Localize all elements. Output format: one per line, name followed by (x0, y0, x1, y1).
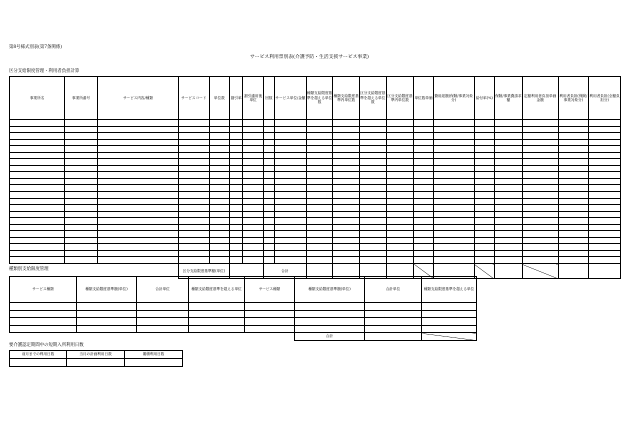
type-cell[interactable] (189, 325, 245, 333)
total-cell[interactable] (522, 264, 558, 279)
total-cell[interactable] (589, 264, 621, 279)
section1-heading: 区分支給限度管理・利用者負担計算 (9, 69, 80, 74)
type-cell[interactable] (245, 318, 295, 326)
type-cell[interactable] (245, 303, 295, 311)
section2-heading: 種類別支給限度管理 (9, 267, 49, 272)
limit-label: 区分支給限度基準額(単位) (178, 264, 229, 279)
col-header: サービスコード (178, 77, 209, 120)
col-header: 事業所番号 (65, 77, 98, 120)
col-header: 単位数 (209, 77, 229, 120)
col-header: 割引適用後単位 (243, 77, 263, 120)
limit-calc-table (9, 76, 621, 279)
col-header: 利用者負担(保険/事業対象分) (558, 77, 589, 120)
type-cell[interactable] (10, 318, 77, 326)
type-cell[interactable] (422, 303, 477, 311)
col-header: 区分支給限度基準内単位数 (386, 77, 414, 120)
type-cell[interactable] (365, 325, 422, 333)
type-cell[interactable] (137, 310, 189, 318)
col-header: 種類支給限度基準内単位数 (333, 77, 360, 120)
col-header: サービス単位/金額 (275, 77, 307, 120)
type-cell[interactable] (295, 310, 365, 318)
type-cell[interactable] (137, 303, 189, 311)
col-header: 利用者負担(全額負担分) (589, 77, 621, 120)
col-header: 給付率(%) (474, 77, 494, 120)
col-header: 費用総額(保険/事業対象分) (433, 77, 474, 120)
col-header: 割引率 (230, 77, 243, 120)
short-stay-col-header: 累積利用日数 (125, 351, 183, 359)
type-col-header: 種類支給限度基準を超える単位 (189, 277, 245, 303)
page-title: サービス利用票別表(介護予防・生活支援サービス事業) (250, 55, 369, 60)
type-row (10, 318, 477, 326)
col-header: 種類支給限度基準を超える単位数 (306, 77, 333, 120)
col-header: 単位数単価 (414, 77, 433, 120)
type-col-header: 種類支給限度基準額(単位) (295, 277, 365, 303)
type-cell[interactable] (295, 318, 365, 326)
col-header: 定額利用者負担単価金額 (522, 77, 558, 120)
short-stay-col-header: 当月の計画利用日数 (67, 351, 125, 359)
short-stay-cell[interactable] (10, 359, 67, 367)
type-col-header: 種類支給限度基準を超える単位 (422, 277, 477, 303)
total-cell[interactable] (495, 264, 523, 279)
form-label: 第8号様式別表(第7条関係) (9, 45, 62, 50)
type-total-blank (422, 333, 477, 341)
type-cell[interactable] (245, 310, 295, 318)
type-cell[interactable] (365, 303, 422, 311)
type-cell[interactable] (422, 325, 477, 333)
short-stay-table (9, 350, 183, 367)
type-cell[interactable] (10, 303, 77, 311)
type-cell[interactable] (137, 318, 189, 326)
type-cell[interactable] (77, 318, 137, 326)
type-limit-table (9, 276, 477, 341)
type-cell[interactable] (77, 325, 137, 333)
type-col-header: 種類支給限度基準額(単位) (77, 277, 137, 303)
type-col-header: サービス種類 (10, 277, 77, 303)
col-header: 回数 (263, 77, 274, 120)
type-total-label: 合計 (295, 333, 365, 341)
type-col-header: 合計単位 (365, 277, 422, 303)
type-col-header: サービス種類 (245, 277, 295, 303)
type-row (10, 303, 477, 311)
type-cell[interactable] (137, 325, 189, 333)
type-total-row (10, 333, 477, 341)
col-header: 事業所名 (10, 77, 65, 120)
section3-heading: 要介護認定期間中の短期入所利用日数 (9, 343, 84, 348)
total-cell[interactable] (558, 264, 589, 279)
type-cell[interactable] (245, 325, 295, 333)
col-header: 保険/事業費請求額 (495, 77, 523, 120)
type-cell[interactable] (77, 310, 137, 318)
type-cell[interactable] (10, 310, 77, 318)
type-cell[interactable] (422, 310, 477, 318)
type-cell[interactable] (365, 318, 422, 326)
type-cell[interactable] (295, 303, 365, 311)
type-row (10, 325, 477, 333)
type-cell[interactable] (189, 318, 245, 326)
type-row (10, 310, 477, 318)
short-stay-col-header: 前月までの利用日数 (10, 351, 67, 359)
type-col-header: 合計単位 (137, 277, 189, 303)
short-stay-cell[interactable] (67, 359, 125, 367)
type-total-value[interactable] (365, 333, 422, 341)
type-cell[interactable] (422, 318, 477, 326)
type-cell[interactable] (189, 303, 245, 311)
total-cell[interactable] (474, 264, 494, 279)
type-cell[interactable] (77, 303, 137, 311)
col-header: サービス内容/種類 (98, 77, 179, 120)
type-cell[interactable] (10, 325, 77, 333)
total-label: 合計 (263, 264, 306, 279)
type-cell[interactable] (365, 310, 422, 318)
type-cell[interactable] (189, 310, 245, 318)
col-header: 区分支給限度基準を超える単位数 (359, 77, 386, 120)
type-cell[interactable] (295, 325, 365, 333)
short-stay-cell[interactable] (125, 359, 183, 367)
